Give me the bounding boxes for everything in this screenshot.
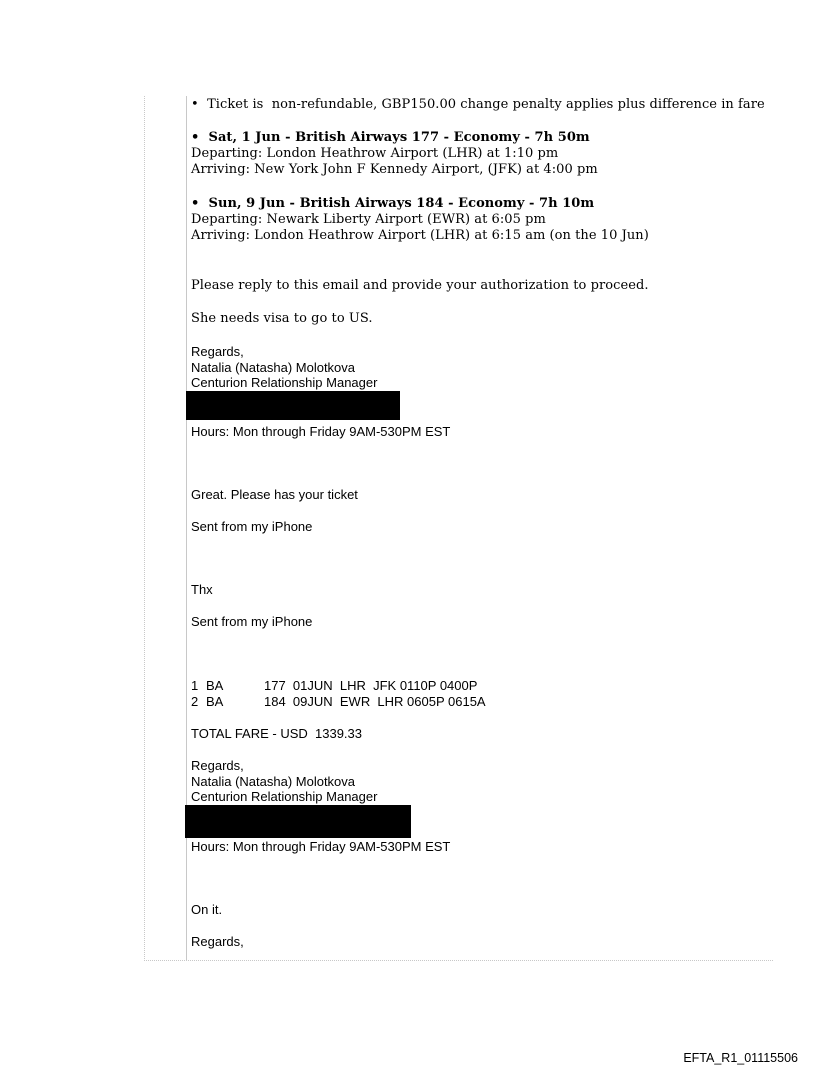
itinerary-airline: BA <box>206 678 224 693</box>
itinerary-details: 177 01JUN LHR JFK 0110P 0400P <box>264 678 478 693</box>
refund-note <box>191 97 765 113</box>
signature-2 <box>191 758 377 805</box>
redaction-box <box>185 805 411 838</box>
refund-note-text: • Ticket is non-refundable, GBP150.00 change penalty applies plus difference in fare <box>191 97 765 112</box>
return-flight <box>191 196 649 244</box>
signature-2-closing: Regards, <box>191 758 244 773</box>
outbound-departing: Departing: London Heathrow Airport (LHR) at 1:10 pm <box>191 146 559 161</box>
itinerary-airline: BA <box>206 693 224 709</box>
authorization-request <box>191 278 649 294</box>
signature-1-closing: Regards, <box>191 344 244 359</box>
total-fare-text: TOTAL FARE - USD 1339.33 <box>191 726 362 741</box>
reply-1-sent-from-text: Sent from my iPhone <box>191 519 313 534</box>
visa-note-text: She needs visa to go to US. <box>191 311 373 326</box>
total-fare <box>191 726 362 742</box>
signature-1-name: Natalia (Natasha) Molotkova <box>191 359 356 375</box>
itinerary-seq: 2 <box>191 693 199 709</box>
itinerary-row <box>191 678 478 694</box>
visa-note <box>191 311 373 327</box>
itinerary-table <box>191 678 486 709</box>
reply-3-closing-text: Regards, <box>191 934 244 949</box>
authorization-request-text: Please reply to this email and provide your authorization to proceed. <box>191 278 649 293</box>
return-departing: Departing: Newark Liberty Airport (EWR) at 6:05 pm <box>191 212 546 227</box>
document-id: EFTA_R1_01115506 <box>683 1051 798 1065</box>
return-arriving: Arriving: London Heathrow Airport (LHR) at 6:15 am (on the 10 Jun) <box>191 228 649 243</box>
signature-2-name: Natalia (Natasha) Molotkova <box>191 773 356 789</box>
signature-1-hours <box>191 424 450 440</box>
outbound-arriving: Arriving: New York John F Kennedy Airport, (JFK) at 4:00 pm <box>191 162 598 177</box>
signature-1 <box>191 344 377 391</box>
signature-2-hours-text: Hours: Mon through Friday 9AM-530PM EST <box>191 839 451 854</box>
reply-2 <box>191 582 213 598</box>
itinerary-details: 184 09JUN EWR LHR 0605P 0615A <box>264 693 486 709</box>
reply-1-text: Great. Please has your ticket <box>191 487 358 502</box>
signature-2-hours <box>191 839 450 855</box>
reply-2-sent-from-text: Sent from my iPhone <box>191 614 313 629</box>
itinerary-seq: 1 <box>191 678 199 693</box>
reply-3-text: On it. <box>191 902 223 917</box>
signature-2-title: Centurion Relationship Manager <box>191 789 378 804</box>
itinerary-row <box>191 693 486 710</box>
reply-2-sent-from <box>191 614 312 630</box>
signature-1-title: Centurion Relationship Manager <box>191 375 378 390</box>
outbound-flight-heading: • Sat, 1 Jun - British Airways 177 - Economy - 7h 50m <box>191 130 590 145</box>
reply-1-sent-from <box>191 519 312 535</box>
reply-2-text: Thx <box>191 582 213 597</box>
reply-1 <box>191 487 358 503</box>
return-flight-heading: • Sun, 9 Jun - British Airways 184 - Economy - 7h 10m <box>191 196 595 211</box>
outbound-flight <box>191 130 598 178</box>
signature-1-hours-text: Hours: Mon through Friday 9AM-530PM EST <box>191 424 451 439</box>
redaction-box <box>186 391 400 420</box>
reply-3-closing <box>191 934 244 950</box>
reply-3 <box>191 902 222 918</box>
